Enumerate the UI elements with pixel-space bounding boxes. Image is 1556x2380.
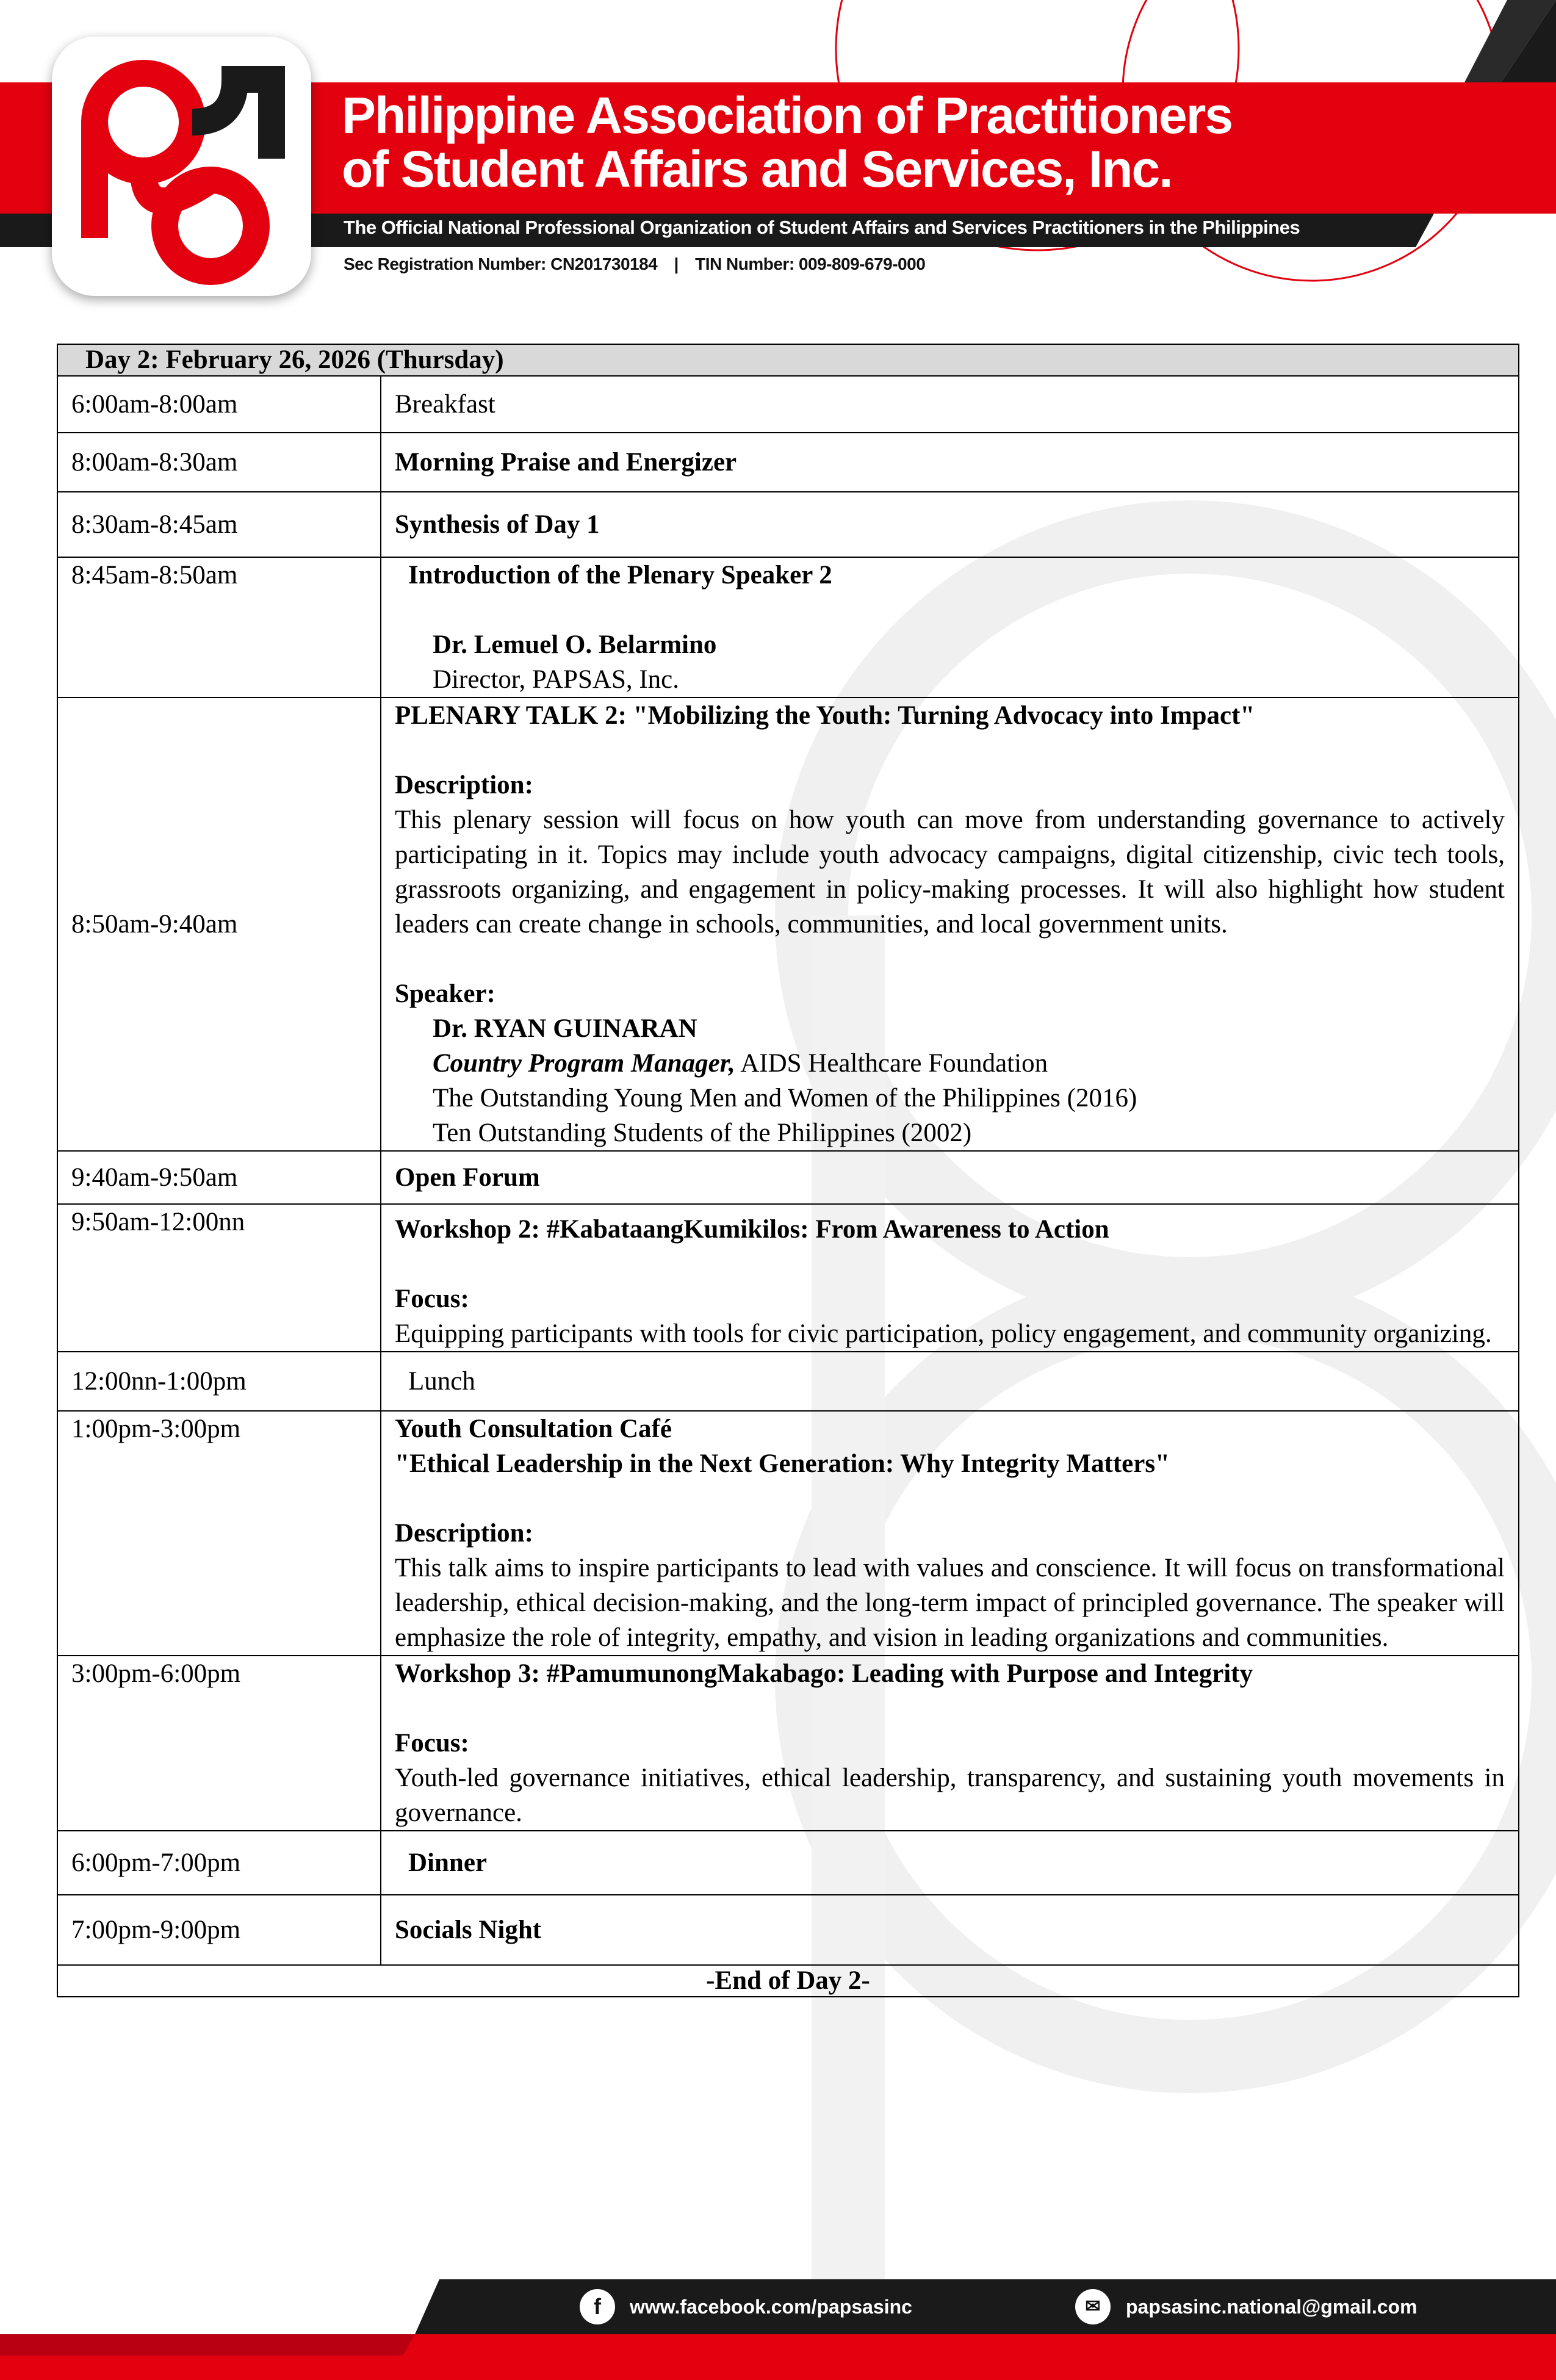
time-cell: 8:30am-8:45am [57, 492, 381, 557]
organization-tagline: The Official National Professional Organization of Student Affairs and Services Practitioners in the Philippines [344, 217, 1300, 238]
time-cell: 9:50am-12:00nn [57, 1204, 381, 1352]
description-label: Description: [395, 1519, 533, 1548]
activity-cell [381, 557, 1519, 698]
person-role: Director, PAPSAS, Inc. [433, 665, 680, 694]
person-name: Dr. Lemuel O. Belarmino [433, 630, 717, 659]
day-header-row [57, 344, 1519, 376]
tin-number: 009-809-679-000 [798, 254, 926, 273]
description-text: This plenary session will focus on how youth can move from understanding governance to actively participating in it. Topics may include youth advocacy campaigns, digital citizenship, civic tech tools, grassroots organizing, and engagement in policy-making processes. It will also highlight how student leaders can create change in schools, communities, and local government units. [395, 806, 1505, 939]
time-cell: 3:00pm-6:00pm [57, 1656, 381, 1831]
schedule-table [57, 344, 1519, 1997]
time-cell: 8:00am-8:30am [57, 433, 381, 492]
table-row [57, 433, 1519, 492]
speaker-name: Dr. RYAN GUINARAN [433, 1014, 697, 1043]
activity-cell [381, 1656, 1519, 1831]
activity-title: Lunch [408, 1367, 475, 1396]
time-cell: 12:00nn-1:00pm [57, 1352, 381, 1411]
activity-subtitle: "Ethical Leadership in the Next Generation: Why Integrity Matters" [395, 1449, 1170, 1478]
organization-logo [52, 37, 311, 296]
time-cell: 8:45am-8:50am [57, 557, 381, 698]
table-row [57, 1151, 1519, 1204]
end-text: -End of Day 2- [57, 1965, 1519, 1997]
time-cell: 1:00pm-3:00pm [57, 1411, 381, 1656]
activity-title: Dinner [408, 1848, 487, 1877]
table-row [57, 1895, 1519, 1965]
table-row [57, 1352, 1519, 1411]
sec-number: CN201730184 [550, 254, 658, 273]
registration-info [344, 254, 925, 274]
activity-title: Introduction of the Plenary Speaker 2 [408, 561, 832, 590]
activity-cell [381, 1352, 1519, 1411]
activity-title: Workshop 2: #KabataangKumikilos: From Awareness to Action [395, 1215, 1109, 1244]
facebook-link[interactable]: www.facebook.com/papsasinc [630, 2296, 912, 2318]
speaker-org: AIDS Healthcare Foundation [740, 1049, 1048, 1078]
activity-cell: Morning Praise and Energizer [381, 433, 1519, 492]
activity-cell: Open Forum [381, 1151, 1519, 1204]
activity-cell [381, 1204, 1519, 1352]
time-cell: 7:00pm-9:00pm [57, 1895, 381, 1965]
speaker-award: The Outstanding Young Men and Women of the Philippines (2016) [433, 1084, 1137, 1112]
facebook-icon: f [580, 2289, 615, 2324]
activity-cell: Socials Night [381, 1895, 1519, 1965]
email-icon: ✉ [1075, 2289, 1111, 2324]
separator: | [674, 254, 679, 273]
activity-title: Youth Consultation Café [395, 1415, 672, 1443]
org-name-line2: of Student Affairs and Services, Inc. [342, 140, 1172, 198]
org-name-line1: Philippine Association of Practitioners [342, 87, 1233, 144]
time-cell: 6:00am-8:00am [57, 376, 381, 433]
table-row [57, 1831, 1519, 1895]
speaker-title: Country Program Manager, [433, 1049, 735, 1078]
sec-label: Sec Registration Number: [344, 254, 546, 273]
table-row [57, 557, 1519, 698]
papsas-logo-icon [52, 37, 311, 296]
focus-label: Focus: [395, 1285, 469, 1313]
table-row [57, 492, 1519, 557]
activity-cell [381, 698, 1519, 1151]
focus-text: Youth-led governance initiatives, ethical leadership, transparency, and sustaining youth movements in governance. [395, 1764, 1505, 1827]
speaker-award: Ten Outstanding Students of the Philippines (2002) [433, 1119, 972, 1147]
speaker-position [395, 1046, 1505, 1081]
activity-cell [381, 1831, 1519, 1895]
table-row [57, 698, 1519, 1151]
activity-title: Workshop 3: #PamumunongMakabago: Leading with Purpose and Integrity [395, 1659, 1253, 1688]
activity-title: PLENARY TALK 2: "Mobilizing the Youth: Turning Advocacy into Impact" [395, 701, 1255, 730]
description-text: This talk aims to inspire participants to lead with values and conscience. It will focus on transformational leadership, ethical decision-making, and the long-term impact of principled governance. The speaker will emphasize the role of integrity, empathy, and vision in leading organizations and communities. [395, 1554, 1505, 1652]
activity-cell: Breakfast [381, 376, 1519, 433]
table-row [57, 1411, 1519, 1656]
focus-label: Focus: [395, 1729, 469, 1758]
tin-label: TIN Number: [695, 254, 794, 273]
email-link[interactable]: papsasinc.national@gmail.com [1126, 2296, 1417, 2318]
table-row [57, 1656, 1519, 1831]
table-row [57, 376, 1519, 433]
day-title: Day 2: February 26, 2026 (Thursday) [57, 344, 1519, 376]
speaker-label: Speaker: [395, 979, 495, 1008]
end-row [57, 1965, 1519, 1997]
activity-cell: Synthesis of Day 1 [381, 492, 1519, 557]
organization-name [342, 88, 1232, 196]
description-label: Description: [395, 771, 533, 799]
table-row [57, 1204, 1519, 1352]
activity-cell [381, 1411, 1519, 1656]
time-cell: 6:00pm-7:00pm [57, 1831, 381, 1895]
time-cell: 8:50am-9:40am [57, 698, 381, 1151]
focus-text: Equipping participants with tools for civic participation, policy engagement, and community organizing. [395, 1319, 1492, 1348]
time-cell: 9:40am-9:50am [57, 1151, 381, 1204]
